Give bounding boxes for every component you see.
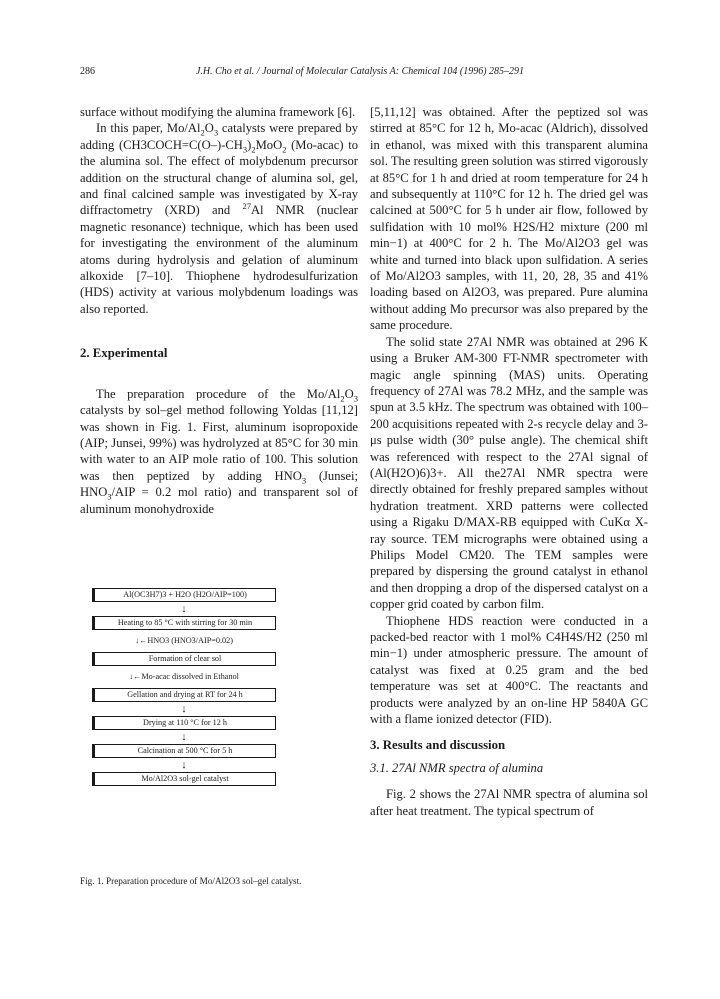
paragraph: In this paper, $Mo/Al_2O_3$ catalysts were prepared by adding $(CH3COCH=C(O-)-CH_3)_2MoO_2$ (Mo-acac) to the alumina sol. The effect of molybdenum precursor addition on the structural change of alumina sol, gel, and final calcined sample was investigated by X-ray diffractometry (XRD) and $^{27}$Al NMR (nuclear magnetic resonance) technique, which has been used for investigating the environment of the aluminum atoms during hydrolysis and gelation of aluminum alkoxide [7–10]. Thiophene hydrodesulfurization (HDS) activity at various molybdenum loadings was also reported. (80, 121, 358, 316)
flow-step: Mo/Al2O3 sol-gel catalyst (92, 772, 276, 786)
paragraph: Thiophene HDS reaction were conducted in a packed-bed reactor with 1 mol% C4H4S/H2 (250 ml min−1) under atmospheric pressure. The amount of catalyst was fixed at 0.25 gram and the bed temperature was set at 400°C. The reactants and products were analyzed by an on-line HP 5840A GC with a flame ionized detector (FID). (370, 613, 648, 727)
paragraph: [5,11,12] was obtained. After the peptized sol was stirred at 85°C for 12 h, Mo-acac (Aldrich), dissolved in ethanol, was mixed with this transparent alumina sol. The resulting green solution was stirred vigorously at 85°C for 1 h and dried at room temperature for 24 h and subsequently at 110°C for 12 h. The dried gel was calcined at 500°C for 5 h under air flow, followed by sulfidation with 10 mol% H2S/H2 mixture (200 ml min−1) at 400°C for 2 h. The Mo/Al2O3 gel was white and turned into black upon sulfidation. A series of Mo/Al2O3 samples, with 11, 20, 28, 35 and 41% loading based on Al2O3, was prepared. Pure alumina without adding Mo precursor was also prepared by the same procedure. (370, 105, 648, 333)
paragraph: The preparation procedure of the $Mo/Al_2O_3$ catalysts by sol–gel method following Yoldas [11,12] was shown in Fig. 1. First, aluminum isopropoxide (AIP; Junsei, 99%) was hydrolyzed at 85°C for 30 min with water to an AIP mole ratio of 100. This solution was then peptized by adding $HNO_3$ (Junsei; $HNO_3$/AIP = 0.2 mol ratio) and transparent sol of aluminum monohydroxide (80, 386, 359, 516)
left-column (80, 104, 358, 517)
section-heading: 2. Experimental (80, 346, 168, 361)
flow-step: Calcination at 500 °C for 5 h (92, 744, 276, 758)
down-arrow-icon: ↓ (181, 731, 187, 743)
flow-note: ↓←HNO3 (HNO3/AIP=0.02) (135, 636, 233, 645)
flow-step: Drying at 110 °C for 12 h (92, 716, 276, 730)
flowchart (92, 588, 276, 786)
running-head: J.H. Cho et al. / Journal of Molecular Catalysis A: Chemical 104 (1996) 285–291 (195, 66, 525, 77)
flow-step: Heating to 85 °C with stirring for 30 min (92, 616, 276, 630)
flow-step: Formation of clear sol (92, 652, 276, 666)
figure-caption: Fig. 1. Preparation procedure of Mo/Al2O3 sol–gel catalyst. (80, 876, 302, 886)
right-column (370, 104, 648, 819)
page-number: 286 (80, 66, 95, 77)
down-arrow-icon: ↓ (181, 759, 187, 771)
down-arrow-icon: ↓ (181, 603, 187, 615)
paragraph: Fig. 2 shows the 27Al NMR spectra of alumina sol after heat treatment. The typical spectrum of (370, 787, 648, 818)
subsection-heading: 3.1. 27Al NMR spectra of alumina (370, 760, 544, 775)
section-heading: 3. Results and discussion (370, 738, 506, 753)
page-header (0, 66, 720, 80)
flow-note: ↓←Mo-acac dissolved in Ethanol (129, 672, 239, 681)
flow-step: Gellation and drying at RT for 24 h (92, 688, 276, 702)
paragraph: The solid state 27Al NMR was obtained at 296 K using a Bruker AM-300 FT-NMR spectrometer with magic angle spinning (MAS) units. Operating frequency of 27Al was 78.2 MHz, and the sample was spun at 3.5 kHz. The spectrum was obtained with 100–200 acquisitions repeated with 2-s recycle delay and 3-μs pulse width (30° pulse angle). The chemical shift was referenced with respect to the 27Al signal of (Al(H2O)6)3+. All the27Al NMR spectra were directly obtained for freshly prepared samples without hydration treatment. XRD patterns were collected using a Rigaku D/MAX-RB equipped with CuKα X-ray source. TEM micrographs were obtained using a Philips Model CM20. The TEM samples were prepared by dispersing the ground catalyst in ethanol and then dropping a drop of the dispersed catalyst on a copper grid coated by carbon film. (370, 334, 648, 612)
paragraph: surface without modifying the alumina framework [6]. (80, 105, 356, 119)
down-arrow-icon: ↓ (181, 703, 187, 715)
flow-step: Al(OC3H7)3 + H2O (H2O/AIP=100) (92, 588, 276, 602)
